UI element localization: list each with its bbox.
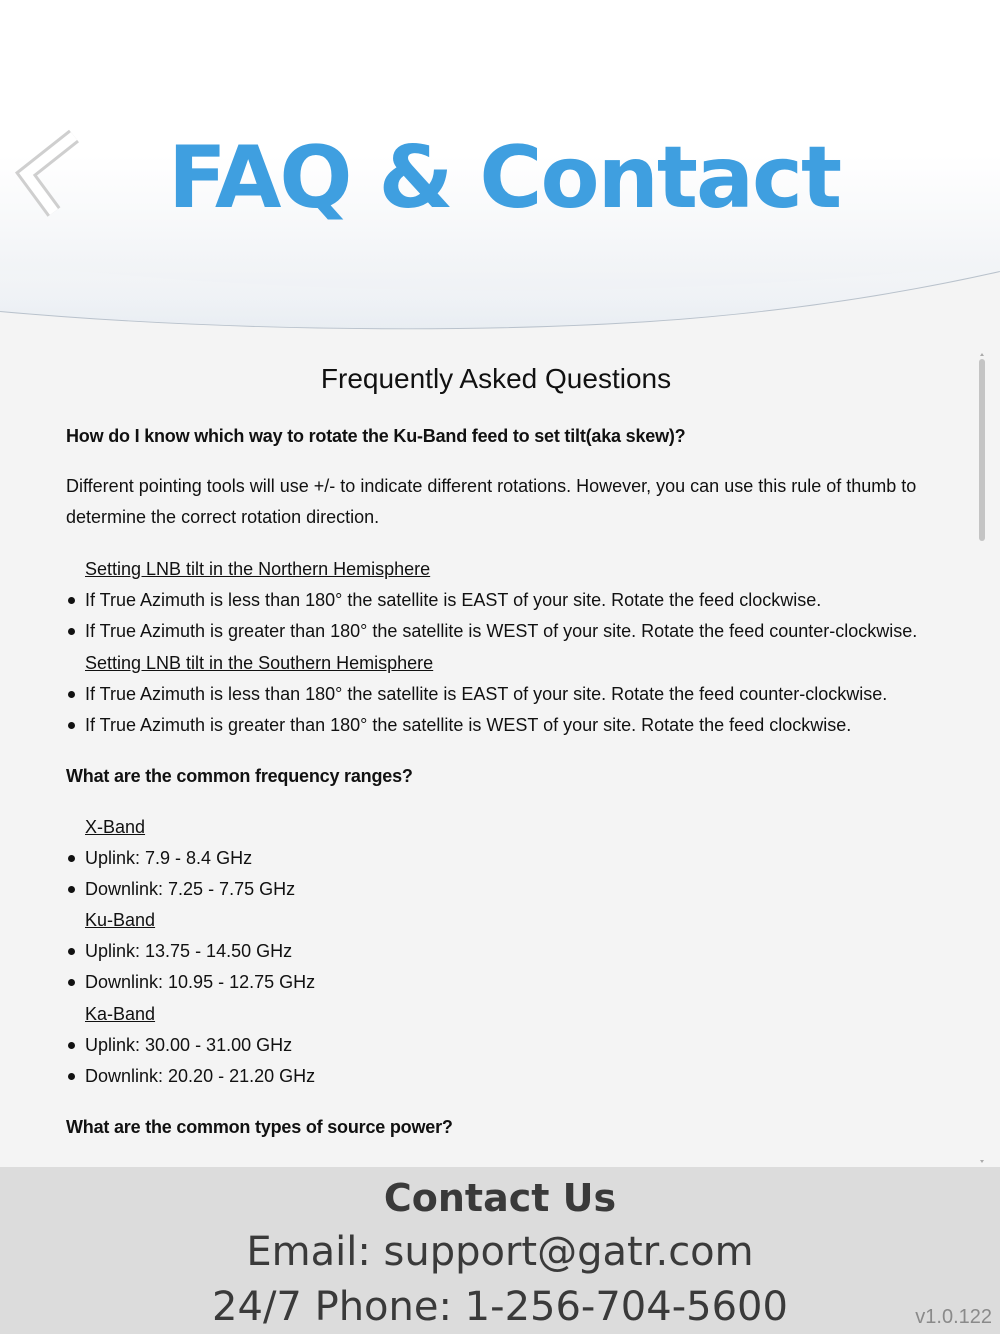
list-item: [85, 1062, 315, 1090]
list-item: [85, 937, 292, 965]
bullet-icon: [68, 691, 75, 698]
faq-scroll-area[interactable]: [0, 345, 1000, 1167]
bullet-icon: [68, 628, 75, 635]
bullet-icon: [68, 886, 75, 893]
list-item-text: If True Azimuth is greater than 180° the satellite is WEST of your site. Rotate the feed counter-clockwise.: [85, 621, 918, 641]
contact-phone[interactable]: 24/7 Phone: 1-256-704-5600: [212, 1284, 788, 1330]
list-item-text: Uplink: 13.75 - 14.50 GHz: [85, 941, 293, 961]
faq-heading: Frequently Asked Questions: [320, 363, 672, 394]
faq-subheading-north: Setting LNB tilt in the Northern Hemisphere: [85, 559, 431, 579]
bullet-icon: [68, 855, 75, 862]
list-item: [85, 617, 917, 645]
scrollbar[interactable]: [977, 353, 987, 1163]
list-item: [85, 586, 821, 614]
chevron-left-icon: [12, 128, 84, 220]
list-item-text: Uplink: 7.9 - 8.4 GHz: [85, 848, 253, 868]
bullet-icon: [68, 722, 75, 729]
faq-subheading-kaband: Ka-Band: [85, 1004, 156, 1024]
contact-email[interactable]: Email: support@gatr.com: [246, 1229, 754, 1275]
list-item-text: Downlink: 7.25 - 7.75 GHz: [85, 879, 296, 899]
list-item: [85, 1031, 292, 1059]
bullet-icon: [68, 979, 75, 986]
bullet-icon: [68, 597, 75, 604]
list-item: [85, 711, 851, 739]
faq-subheading-kuband: Ku-Band: [85, 910, 156, 930]
version-label: v1.0.122: [915, 1306, 992, 1328]
list-item-text: Uplink: 30.00 - 31.00 GHz: [85, 1035, 293, 1055]
scroll-up-arrow-icon[interactable]: [980, 353, 984, 356]
list-item-text: If True Azimuth is less than 180° the satellite is EAST of your site. Rotate the feed counter-clockwise.: [85, 684, 888, 704]
faq-subheading-south: Setting LNB tilt in the Southern Hemisphere: [85, 653, 434, 673]
faq-question: What are the common frequency ranges?: [66, 766, 413, 786]
list-item: [85, 680, 887, 708]
header: [0, 0, 1000, 345]
bullet-icon: [68, 1073, 75, 1080]
page-title: FAQ & Contact: [168, 128, 841, 228]
list-item-text: Downlink: 10.95 - 12.75 GHz: [85, 972, 316, 992]
list-item: [85, 844, 252, 872]
list-item: [85, 875, 295, 903]
contact-section: [0, 1167, 1000, 1334]
faq-question: What are the common types of source power?: [66, 1117, 453, 1137]
list-item-text: If True Azimuth is greater than 180° the satellite is WEST of your site. Rotate the feed clockwise.: [85, 715, 852, 735]
list-item-text: If True Azimuth is less than 180° the satellite is EAST of your site. Rotate the feed clockwise.: [85, 590, 822, 610]
scrollbar-thumb[interactable]: [979, 359, 985, 541]
contact-title: Contact Us: [383, 1176, 617, 1220]
bullet-icon: [68, 948, 75, 955]
list-item-text: Downlink: 20.20 - 21.20 GHz: [85, 1066, 316, 1086]
bullet-icon: [68, 1042, 75, 1049]
back-button[interactable]: [12, 128, 84, 220]
list-item: [85, 968, 315, 996]
faq-question: How do I know which way to rotate the Ku-Band feed to set tilt(aka skew)?: [66, 426, 686, 446]
scroll-down-arrow-icon[interactable]: [980, 1160, 984, 1163]
faq-answer: Different pointing tools will use +/- to indicate different rotations. However, you can use this rule of thumb to determine the correct rotation direction.: [66, 476, 917, 527]
faq-subheading-xband: X-Band: [85, 817, 146, 837]
